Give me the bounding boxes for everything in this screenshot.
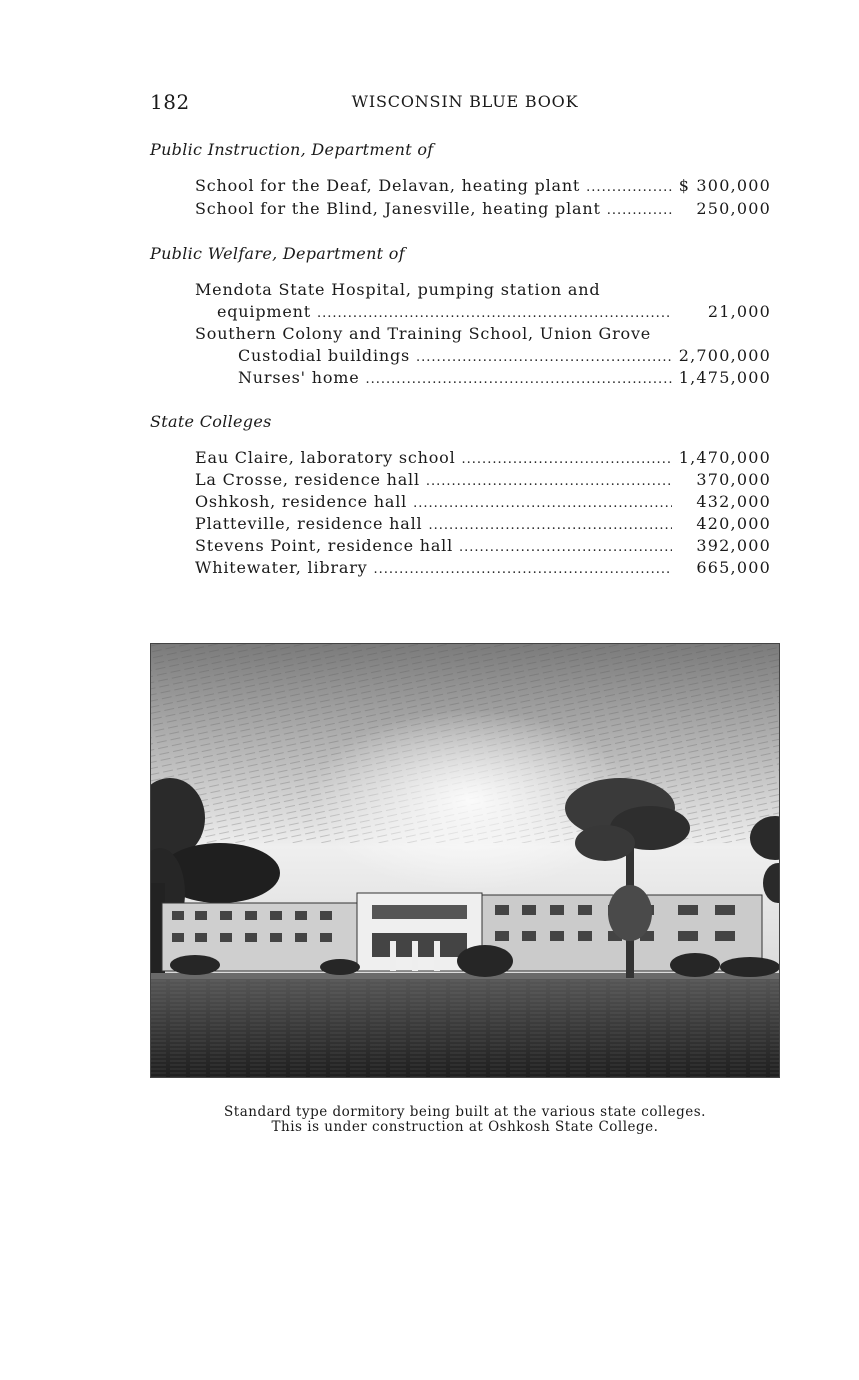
leader-dots (586, 180, 672, 195)
line-label: Whitewater, library (195, 558, 368, 577)
leader-dots (426, 474, 672, 489)
line-label: School for the Blind, Janesville, heating plant (195, 199, 601, 218)
line-amount: 370,000 (696, 470, 771, 489)
line-amount: $ 300,000 (678, 176, 771, 195)
line-amount: 2,700,000 (678, 346, 771, 365)
appropriation-line (195, 176, 771, 198)
appropriation-line (195, 448, 771, 470)
page-number: 182 (150, 90, 190, 114)
line-amount: 21,000 (707, 302, 771, 321)
leader-dots (317, 306, 672, 321)
appropriation-line (195, 558, 771, 580)
appropriation-line (238, 346, 771, 368)
line-label: Oshkosh, residence hall (195, 492, 408, 511)
running-head: WISCONSIN BLUE BOOK (351, 92, 579, 111)
appropriation-line (195, 324, 771, 346)
figure-caption-line-2: This is under construction at Oshkosh State College. (271, 1119, 659, 1135)
leader-dots (462, 452, 672, 467)
line-label: equipment (217, 302, 311, 321)
leader-dots (416, 350, 672, 365)
appropriation-line (195, 492, 771, 514)
line-amount: 420,000 (696, 514, 771, 533)
leader-dots (366, 372, 672, 387)
leader-dots (607, 203, 672, 218)
line-label: Stevens Point, residence hall (195, 536, 453, 555)
appropriation-line (195, 280, 771, 302)
line-amount: 665,000 (696, 558, 771, 577)
appropriation-line (195, 536, 771, 558)
appropriation-line (238, 368, 771, 390)
section-heading-public-instruction: Public Instruction, Department of (150, 140, 434, 159)
line-amount: 250,000 (696, 199, 771, 218)
illustration-lawn (150, 973, 780, 1078)
section-heading-state-colleges: State Colleges (150, 412, 272, 431)
figure-caption-line-1: Standard type dormitory being built at the various state colleges. (224, 1104, 706, 1120)
line-label: La Crosse, residence hall (195, 470, 420, 489)
line-label: Southern Colony and Training School, Union Grove (195, 324, 652, 343)
line-label: School for the Deaf, Delavan, heating plant (195, 176, 581, 195)
line-amount: 392,000 (696, 536, 771, 555)
line-amount: 1,475,000 (678, 368, 771, 387)
leader-dots (428, 518, 672, 533)
leader-dots (413, 496, 672, 511)
line-label: Eau Claire, laboratory school (195, 448, 456, 467)
line-amount: 1,470,000 (678, 448, 771, 467)
appropriation-line (217, 302, 771, 324)
leader-dots (459, 540, 672, 555)
line-label: Nurses' home (238, 368, 360, 387)
appropriation-line (195, 514, 771, 536)
appropriation-line (195, 470, 771, 492)
dormitory-illustration (150, 643, 780, 1078)
line-label: Custodial buildings (238, 346, 411, 365)
section-heading-public-welfare: Public Welfare, Department of (150, 244, 405, 263)
leader-dots (374, 562, 672, 577)
appropriation-line (195, 199, 771, 221)
line-amount: 432,000 (696, 492, 771, 511)
line-label: Platteville, residence hall (195, 514, 423, 533)
line-label: Mendota State Hospital, pumping station and (195, 280, 601, 299)
